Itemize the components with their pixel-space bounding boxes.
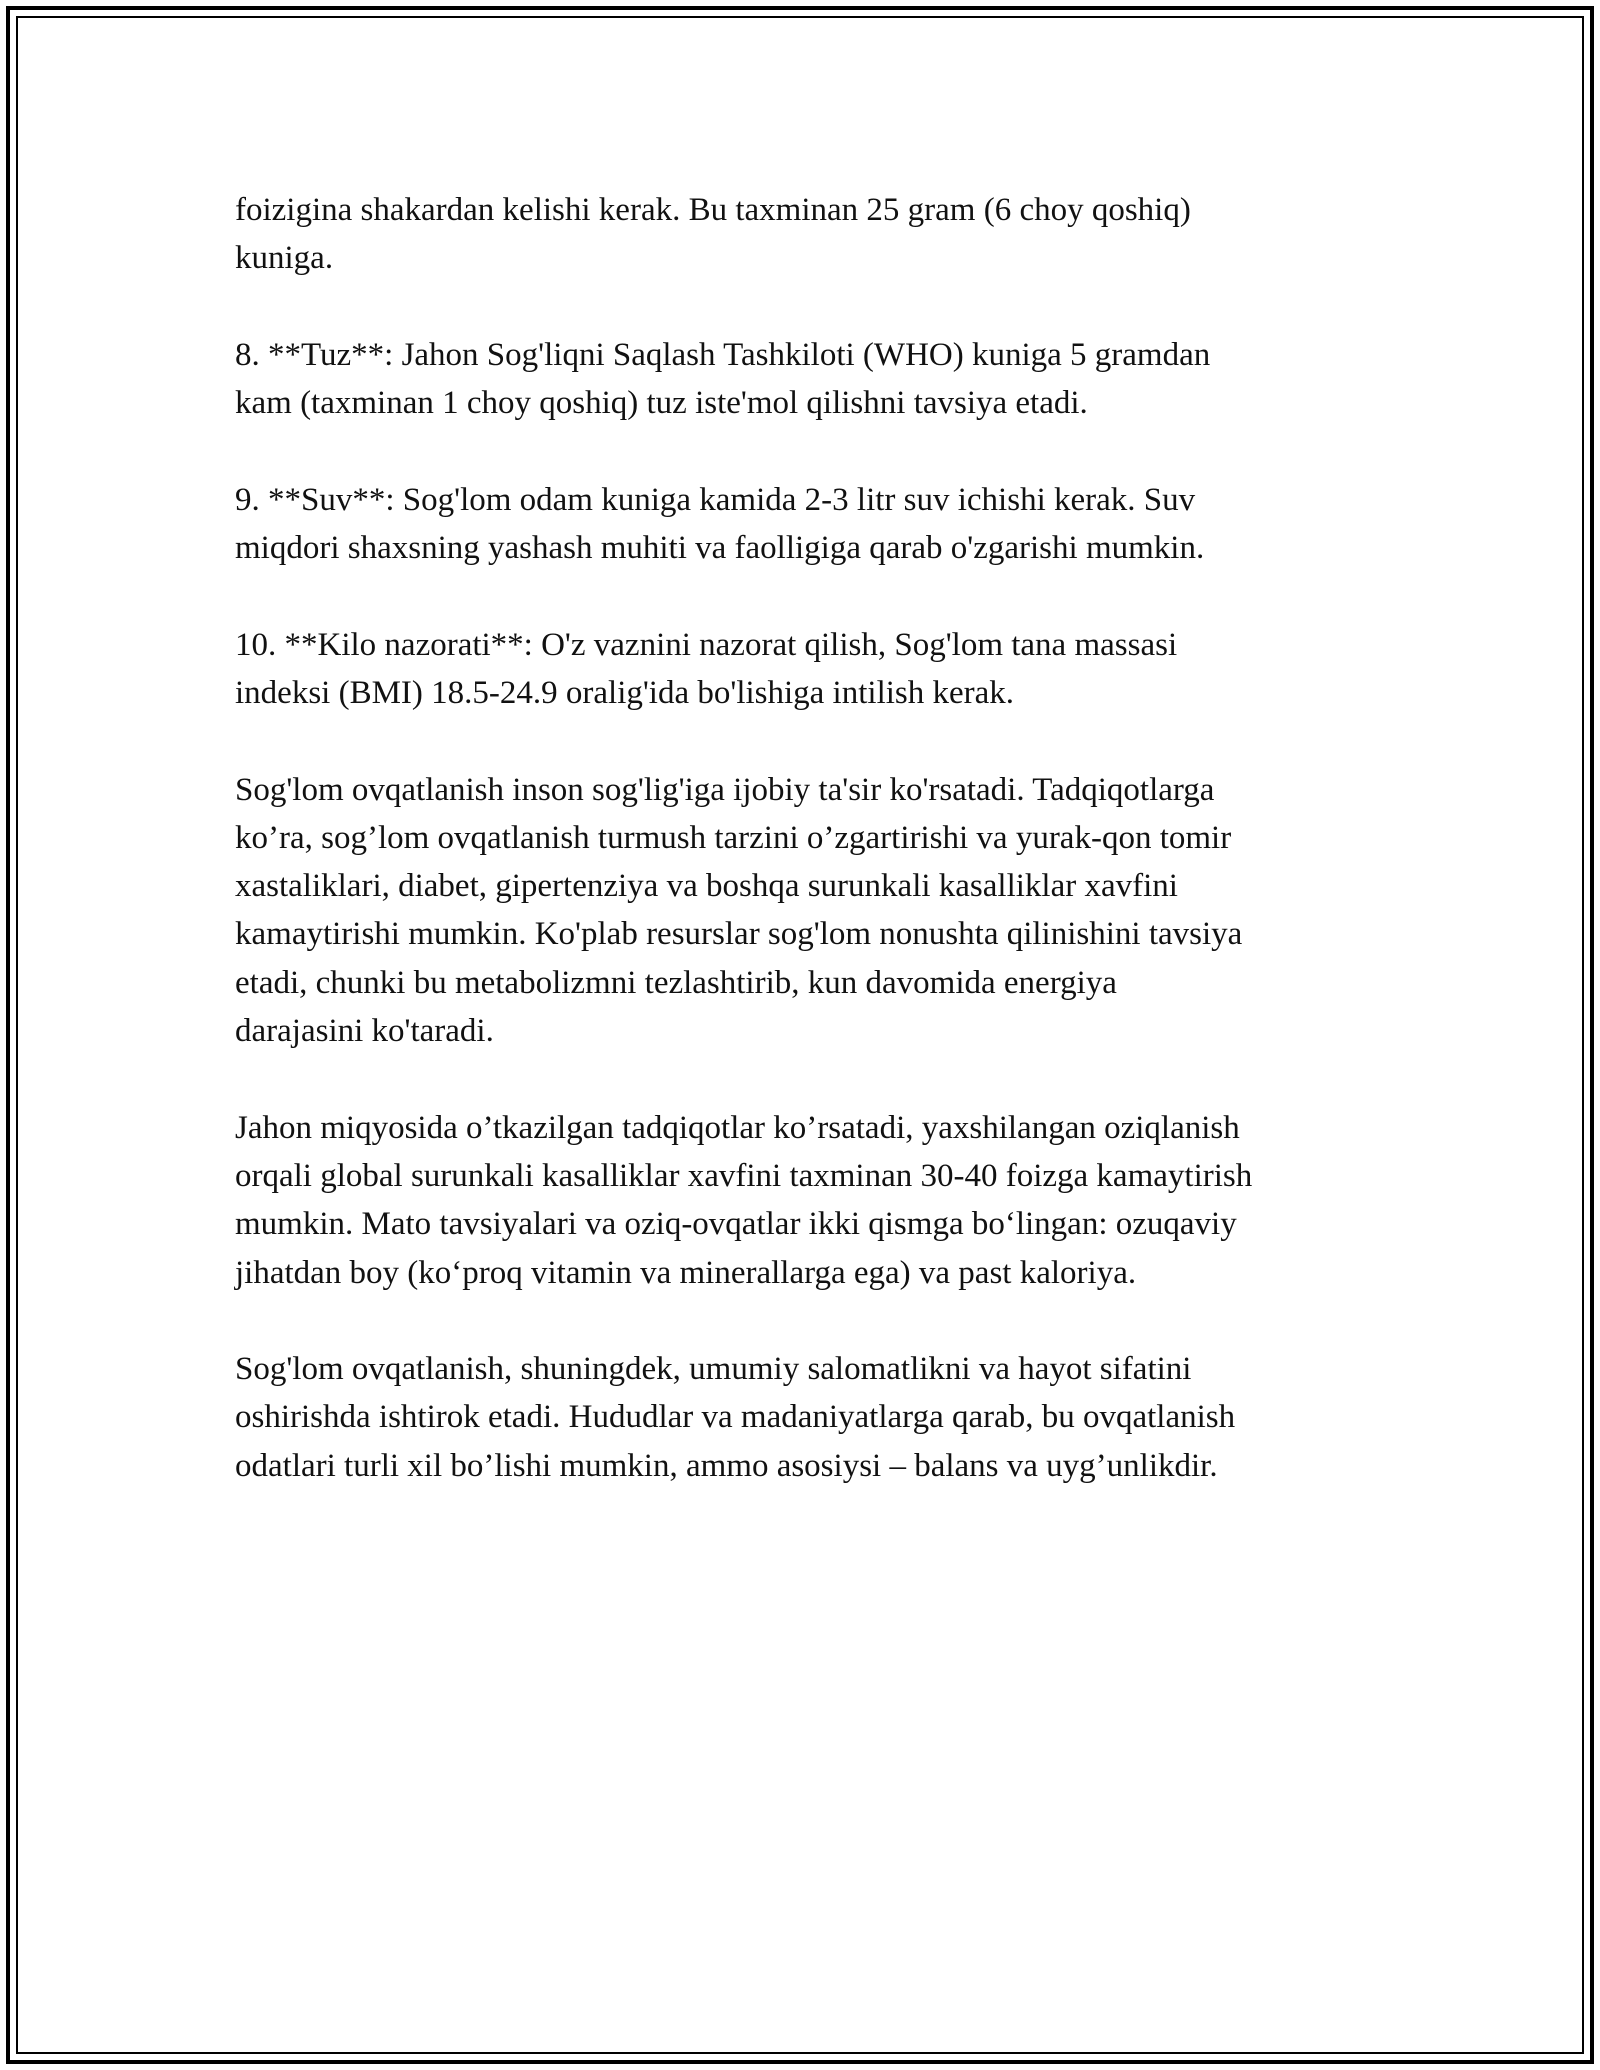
paragraph-weight-control: 10. **Kilo nazorati**: O'z vaznini nazorat qilish, Sog'lom tana massasi indeksi (BMI) 18.5-24.9 oralig'ida bo'lishiga intilish kerak. xyxy=(235,626,1178,711)
paragraph-quality-of-life: Sog'lom ovqatlanish, shuningdek, umumiy salomatlikni va hayot sifatini oshirishda ishtirok etadi. Hududlar va madaniyatlarga qarab, bu ovqatlanish odatlari turli xil bo’lishi mumkin, ammo asosiysi – balans va uyg’unlikdir. xyxy=(235,1351,1236,1484)
paragraph-water: 9. **Suv**: Sog'lom odam kuniga kamida 2-3 litr suv ichishi kerak. Suv miqdori shaxsning yashash muhiti va faolligiga qarab o'zgarishi mumkin. xyxy=(235,481,1205,567)
paragraph-global-research: Jahon miqyosida o’tkazilgan tadqiqotlar ko’rsatadi, yaxshilangan oziqlanish orqali global surunkali kasalliklar xavfini taxminan 30-40 foizga kamaytirish mumkin. Mato tavsiyalari va oziq-ovqatlar ikki qismga bo‘lingan: ozuqaviy jihatdan boy (ko‘proq vitamin va minerallarga ega) va past kaloriya. xyxy=(235,1109,1253,1291)
document-body xyxy=(235,186,1385,1538)
paragraph-sugar-continuation: foizigina shakardan kelishi kerak. Bu taxminan 25 gram (6 choy qoshiq) kuniga. xyxy=(235,192,1191,277)
paragraph-salt: 8. **Tuz**: Jahon Sog'liqni Saqlash Tashkiloti (WHO) kuniga 5 gramdan kam (taxminan 1 choy qoshiq) tuz iste'mol qilishni tavsiya etadi. xyxy=(235,336,1211,422)
paragraph-healthy-eating-effects: Sog'lom ovqatlanish inson sog'lig'iga ijobiy ta'sir ko'rsatadi. Tadqiqotlarga ko’ra, sog’lom ovqatlanish turmush tarzini o’zgartirishi va yurak-qon tomir xastaliklari, diabet, gipertenziya va boshqa surunkali kasalliklar xavfini kamaytirishi mumkin. Ko'plab resurslar sog'lom nonushta qilinishini tavsiya etadi, chunki bu metabolizmni tezlashtirib, kun davomida energiya darajasini ko'taradi. xyxy=(235,771,1243,1050)
